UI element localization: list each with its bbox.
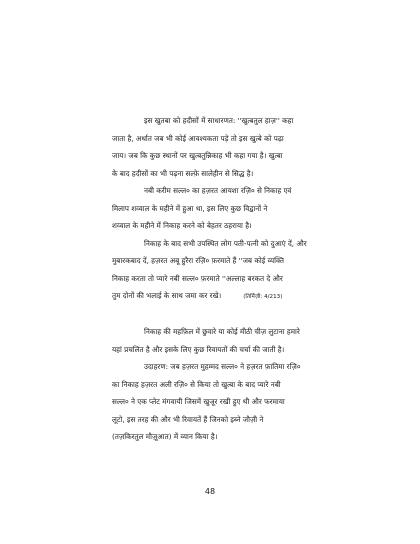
- text-line: नबी करीम सल्ल० का हज़रत आयशा रज़ि० से निकाह एवं: [144, 186, 292, 195]
- text-line: तुम दोनों की भलाई के साथ जमा कर रखे।: [112, 291, 222, 300]
- text-line: का निकाह हज़रत अली रज़ि० से किया तो खुत्बा के बाद प्यारे नबी: [112, 379, 281, 389]
- text-line: के बाद हदीसों का भी पढ़ना सल्फ़े सालेहीन से सिद्ध है।: [112, 168, 254, 178]
- text-line: इस खुतबा को हदीसों में साधारणत: ''खुत्बतुल हाज़'' कहा: [144, 116, 294, 125]
- text-line: यहां प्रचलित है और इसके लिए कुछ रिवायतों की चर्चा की जाती है।: [112, 344, 285, 354]
- text-line: निकाह की महफ़िल में छुवारे या कोई मीठी चीज़ लुटाना हमारे: [144, 327, 300, 336]
- paragraph-block-2: [112, 323, 320, 446]
- text-line: निकाह करता तो प्यारे नबी सल्ल० फ़रमाते ''अल्लाह बरकत दे और: [112, 273, 283, 283]
- text-line: मुबारकबाद दें, हज़रत अबू हुरैरा रज़ि० फ़रमाते हैं ''जब कोई व्यक्ति: [112, 256, 284, 265]
- text-line: जाय। जब कि कुछ स्थानों पर खुत्बतुन्निकाह भी कहा गया है। खुत्बा: [112, 151, 283, 160]
- page-number: 48: [204, 487, 216, 496]
- text-line: जाता है, अर्थात जब भी कोई आवश्यकता पड़े तो इस खुत्बे को पढ़ा: [112, 133, 284, 143]
- paragraph-block-1: [112, 112, 320, 307]
- text-line: शव्वाल के महीने में निकाह करने को बेहतर ठहराया है।: [112, 221, 252, 230]
- text-line: मिलाप शव्वाल के महीने में हुआ था, इस लिए कुछ विद्वानों ने: [112, 203, 268, 213]
- text-line: (तज़किरतुल मौज़ूआत) में व्यान किया है।: [112, 432, 218, 441]
- citation-reference: (तिर्मिज़ी: 4/213): [243, 294, 283, 300]
- text-line: निकाह के बाद सभी उपस्थित लोग पती-पत्नी को दुआएं दें, और: [144, 238, 307, 248]
- text-line: उदाहरण: जब हज़रत मुहम्मद सल्ल० ने हज़रत फ़ातिमा रज़ि०: [144, 362, 301, 371]
- text-line: लूटो, इस तरह की और भी रिवायतें हैं जिनको इब्ने जौज़ी ने: [112, 414, 264, 424]
- text-line-with-reference: [112, 287, 320, 307]
- text-line: सल्ल० ने एक प्लेट मंगवायी जिसमें खुजूर रखी हुए थी और फरमाया: [112, 397, 285, 406]
